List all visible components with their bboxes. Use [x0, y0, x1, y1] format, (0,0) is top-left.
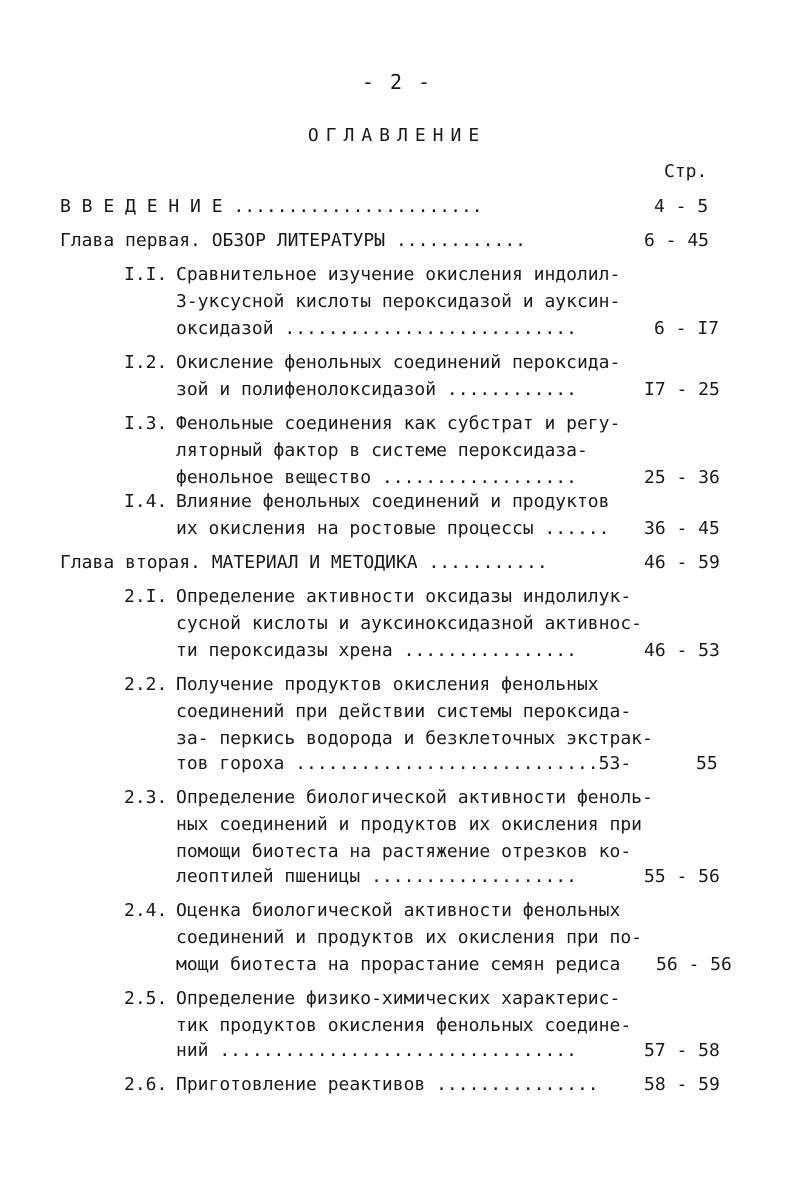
toc-line: Глава вторая. МАТЕРИАЛ И МЕТОДИКА ........... [60, 552, 548, 573]
toc-number: 2.5. [124, 988, 168, 1009]
toc-line: Влияние фенольных соединений и продуктов [176, 491, 610, 512]
toc-line: сусной кислоты и ауксиноксидазной активнос- [176, 613, 642, 634]
page-number: - 2 - [361, 70, 433, 94]
toc-pages: 4 - 5 [654, 196, 709, 217]
toc-line: ляторный фактор в системе пероксидаза- [176, 440, 588, 461]
toc-line: Фенольные соединения как субстрат и регу- [176, 413, 621, 434]
page-title: ОГЛАВЛЕНИЕ [307, 125, 487, 146]
toc-number: I.2. [124, 352, 168, 373]
toc-number: 2.6. [124, 1074, 168, 1095]
toc-line: тов гороха ............................53- [176, 753, 632, 774]
toc-line: Глава первая. ОБЗОР ЛИТЕРАТУРЫ ............ [60, 230, 526, 251]
toc-line: В В Е Д Е Н И Е ....................... [60, 196, 483, 217]
toc-line: Определение физико-химических характерис- [176, 988, 621, 1009]
toc-line: их окисления на ростовые процессы ...... [176, 518, 610, 539]
toc-line: Сравнительное изучение окисления индолил- [176, 264, 621, 285]
toc-pages: 36 - 45 [644, 518, 720, 539]
toc-line: ний ................................. [176, 1040, 577, 1061]
toc-number: 2.4. [124, 900, 168, 921]
toc-line: Приготовление реактивов ............... [176, 1074, 599, 1095]
page-column-label: Стр. [664, 161, 708, 182]
toc-pages: 57 - 58 [644, 1040, 720, 1061]
toc-line: соединений при действии системы пероксида- [176, 701, 632, 722]
toc-line: Получение продуктов окисления фенольных [176, 674, 599, 695]
toc-number: I.3. [124, 413, 168, 434]
toc-pages: 46 - 53 [644, 640, 720, 661]
toc-line: ти пероксидазы хрена ................ [176, 640, 577, 661]
toc-line: тик продуктов окисления фенольных соедине- [176, 1015, 632, 1036]
toc-number: 2.I. [124, 586, 168, 607]
toc-pages: 6 - 45 [644, 230, 710, 251]
toc-pages: 56 - 56 [656, 954, 732, 975]
toc-number: 2.2. [124, 674, 168, 695]
toc-line: за- перкись водорода и безклеточных экстрак- [176, 728, 653, 749]
toc-line: зой и полифенолоксидазой ............ [176, 379, 577, 400]
toc-line: фенольное вещество .................. [176, 467, 577, 488]
toc-pages: 58 - 59 [644, 1074, 720, 1095]
toc-line: соединений и продуктов их окисления при по- [176, 927, 642, 948]
toc-pages: 46 - 59 [644, 552, 720, 573]
toc-number: I.4. [124, 491, 168, 512]
toc-pages: 55 - 56 [644, 866, 720, 887]
toc-line: мощи биотеста на прорастание семян редиса [176, 954, 621, 975]
toc-line: помощи биотеста на растяжение отрезков ко- [176, 841, 632, 862]
toc-number: I.I. [124, 264, 168, 285]
toc-number: 2.3. [124, 787, 168, 808]
toc-pages: 55 [696, 753, 718, 774]
toc-pages: 25 - 36 [644, 467, 720, 488]
toc-line: оксидазой ........................... [176, 318, 577, 339]
toc-line: Определение активности оксидазы индолилук- [176, 586, 632, 607]
toc-line: ных соединений и продуктов их окисления при [176, 814, 642, 835]
toc-pages: 6 - I7 [654, 318, 720, 339]
toc-line: леоптилей пшеницы ................... [176, 866, 577, 887]
toc-line: Определение биологической активности феноль- [176, 787, 653, 808]
toc-line: Оценка биологической активности фенольных [176, 900, 621, 921]
toc-line: 3-уксусной кислоты пероксидазой и ауксин- [176, 291, 621, 312]
toc-pages: I7 - 25 [644, 379, 720, 400]
toc-line: Окисление фенольных соединений пероксида- [176, 352, 621, 373]
